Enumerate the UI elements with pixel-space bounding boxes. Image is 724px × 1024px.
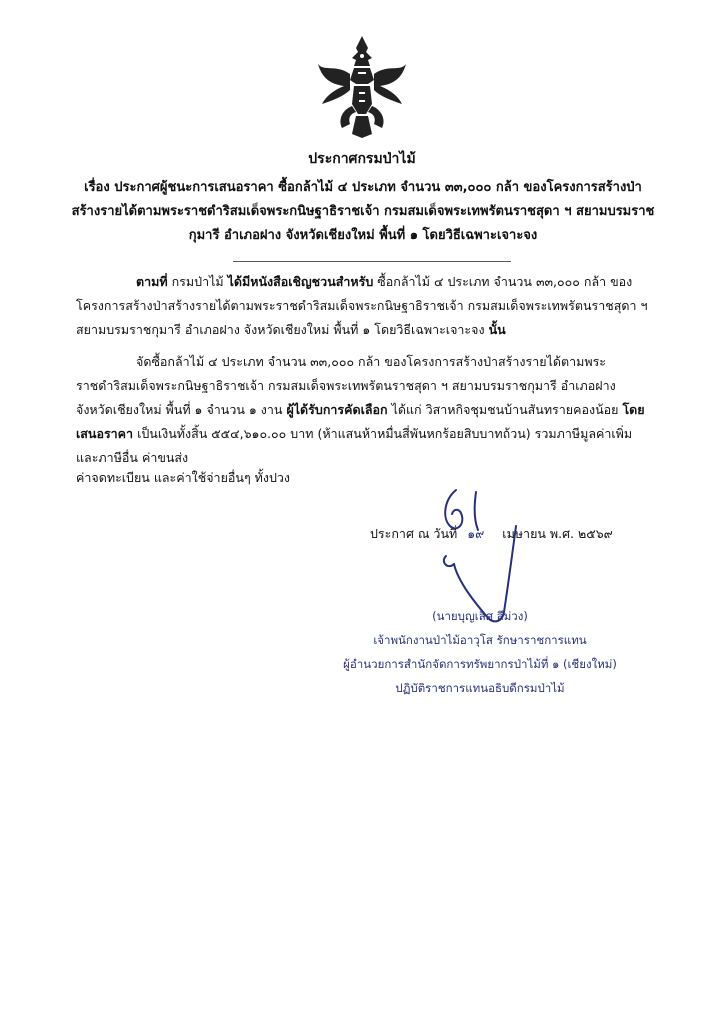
date-prefix: ประกาศ ณ วันที่ — [370, 526, 458, 541]
p2-text-a: จัดซื้อกล้าไม้ ๔ ประเภท จำนวน ๓๓,๐๐๐ กล้า ของโครงการสร้างป่าสร้างรายได้ตามพระราชดำริสมเด็จพระกนิษฐาธิราชเจ้า กรมสมเด็จพระเทพรัตนราชสุดา ฯ สยามบรมราชกุมารี อำเภอฝาง จังหวัดเชียงใหม่ พื้นที่ ๑ จำนวน ๑ งาน — [76, 354, 616, 417]
subject-label: เรื่อง — [84, 180, 110, 195]
p2-bold-2: โดยเสนอราคา — [76, 402, 645, 441]
divider — [233, 261, 511, 262]
p2-text-c: เป็นเงินทั้งสิ้น ๕๕๔,๖๑๐.๐๐ บาท (ห้าแสนห้าหมื่นสี่พันหกร้อยสิบบาทถ้วน) รวมภาษีมูลค่าเพิ่มและภาษีอื่น ค่าขนส่ง — [76, 426, 633, 465]
signatory-position-2: ผู้อำนวยการสำนักจัดการทรัพยากรป่าไม้ที่ ๑ (เชียงใหม่) — [343, 657, 617, 671]
signatory-position-3: ปฏิบัติราชการแทนอธิบดีกรมป่าไม้ — [395, 681, 565, 695]
subject-text: ประกาศผู้ชนะการเสนอราคา ซื้อกล้าไม้ ๔ ประเภท จำนวน ๓๓,๐๐๐ กล้า ของโครงการสร้างป่าสร้างรายได้ตามพระราชดำริสมเด็จพระกนิษฐาธิราชเจ้า กรมสมเด็จพระเทพรัตนราชสุดา ฯ สยามบรมราชกุมารี อำเภอฝาง จังหวัดเชียงใหม่ พื้นที่ ๑ โดยวิธีเฉพาะเจาะจง — [71, 180, 655, 243]
p1-text-b: ซื้อกล้าไม้ ๔ ประเภท จำนวน ๓๓,๐๐๐ กล้า ของโครงการสร้างป่าสร้างรายได้ตามพระราชดำริสมเด็จพระกนิษฐาธิราชเจ้า กรมสมเด็จพระเทพรัตนราชสุดา ฯ สยามบรมราชกุมารี อำเภอฝาง จังหวัดเชียงใหม่ พื้นที่ ๑ โดยวิธีเฉพาะเจาะจง — [76, 274, 648, 337]
paragraph-1 — [76, 270, 648, 342]
signatory-name: (นายบุญเลิศ ลีม่วง) — [432, 609, 528, 623]
p2-text-b: ได้แก่ วิสาหกิจชุมชนบ้านสันทรายคองน้อย — [391, 402, 619, 417]
date-month-year: เมษายน พ.ศ. ๒๕๖๙ — [502, 526, 613, 541]
p2-bold-1: ผู้ได้รับการคัดเลือก — [286, 402, 388, 417]
p1-text-a: กรมป่าไม้ — [171, 274, 224, 289]
document-subject — [70, 176, 656, 248]
paragraph-3: ค่าจดทะเบียน และค่าใช้จ่ายอื่นๆ ทั้งปวง — [76, 470, 291, 485]
date-day: ๑๙ — [467, 526, 485, 541]
p1-lead: ตามที่ — [136, 274, 168, 289]
document-title: ประกาศกรมป่าไม้ — [308, 151, 416, 167]
signatory-position-1: เจ้าพนักงานป่าไม้อาวุโส รักษาราชการแทน — [373, 633, 587, 647]
paragraph-2 — [76, 350, 648, 470]
p1-end: นั้น — [488, 322, 506, 337]
p1-bold: ได้มีหนังสือเชิญชวนสำหรับ — [227, 274, 374, 289]
garuda-emblem-icon — [316, 34, 408, 140]
